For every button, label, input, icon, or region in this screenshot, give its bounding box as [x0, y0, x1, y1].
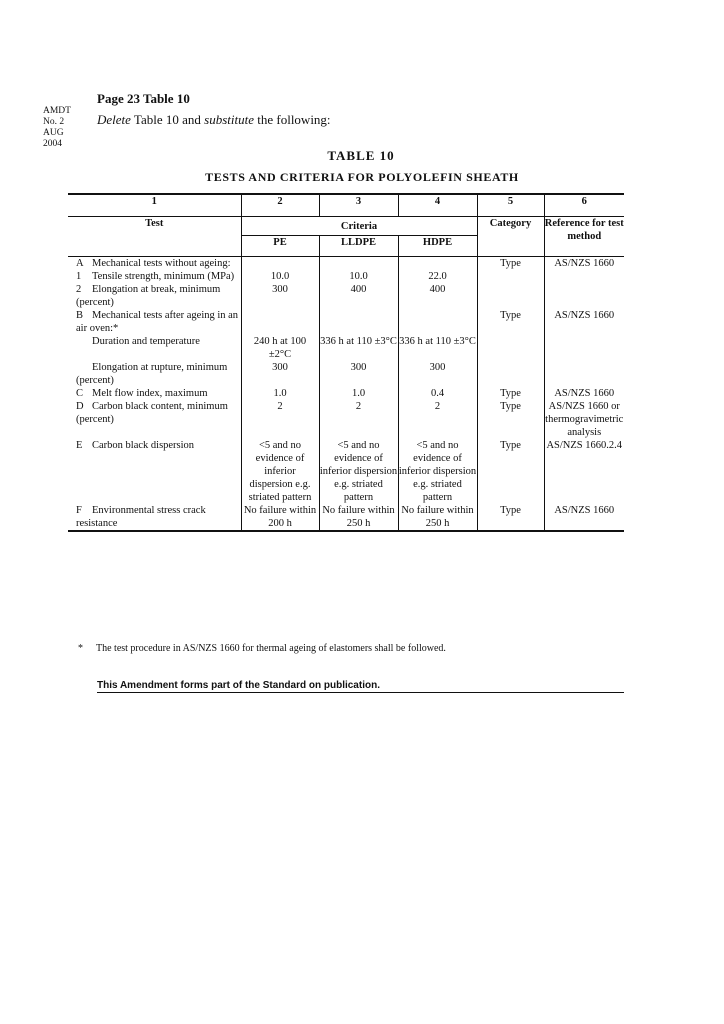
footnote — [78, 643, 446, 654]
table-row — [68, 270, 624, 283]
substitute-word: substitute — [204, 112, 254, 127]
reference-cell: AS/NZS 1660 or thermogravimetric analysis — [545, 401, 624, 438]
pe-cell: 240 h at 100 ±2°C — [241, 335, 319, 361]
row-letter: D — [76, 401, 84, 412]
reference-cell: AS/NZS 1660 — [544, 387, 624, 400]
lldpe-cell: No failure within 250 h — [319, 504, 398, 531]
category-cell — [477, 283, 544, 309]
criteria-header: Criteria — [241, 217, 477, 236]
test-label: Mechanical tests after ageing in an air oven:* — [76, 310, 239, 334]
footnote-marker: * — [78, 643, 83, 654]
column-number: 4 — [398, 194, 477, 217]
row-letter: A — [76, 258, 84, 269]
lldpe-cell: 10.0 — [319, 270, 398, 283]
reference-cell — [544, 335, 624, 361]
table-subtitle: TESTS AND CRITERIA FOR POLYOLEFIN SHEATH — [205, 170, 519, 184]
hdpe-cell — [398, 309, 477, 335]
table-row — [68, 504, 624, 531]
hdpe-cell: No failure within 250 h — [398, 504, 477, 531]
table-row — [68, 309, 624, 335]
reference-header: Reference for test method — [544, 217, 624, 257]
footnote-text: The test procedure in AS/NZS 1660 for thermal ageing of elastomers shall be followed. — [96, 643, 446, 654]
test-cell — [68, 335, 241, 361]
hdpe-header: HDPE — [398, 236, 477, 257]
category-cell: Type — [477, 504, 544, 531]
tests-criteria-table — [68, 193, 624, 532]
pe-cell: 1.0 — [241, 387, 319, 400]
table-row — [68, 335, 624, 361]
lldpe-cell: 400 — [319, 283, 398, 309]
pe-cell: <5 and no evidence of inferior dispersion e.g. striated pattern — [241, 439, 319, 504]
page-reference-heading: Page 23 Table 10 — [97, 91, 190, 106]
category-cell — [477, 335, 544, 361]
lldpe-cell: 2 — [319, 400, 398, 439]
test-cell — [68, 400, 241, 439]
hdpe-cell: 2 — [398, 400, 477, 439]
reference-cell — [544, 361, 624, 387]
row-letter: E — [76, 440, 83, 451]
lldpe-header: LLDPE — [319, 236, 398, 257]
reference-cell: AS/NZS 1660.2.4 — [544, 439, 624, 504]
test-label: Tensile strength, minimum (MPa) — [92, 271, 235, 282]
pe-cell: No failure within 200 h — [241, 504, 319, 531]
category-cell: Type — [477, 400, 544, 439]
row-letter: F — [76, 505, 82, 516]
lldpe-cell: 336 h at 110 ±3°C — [319, 335, 398, 361]
row-number: 2 — [76, 284, 82, 295]
test-cell — [68, 283, 241, 309]
row-number: 1 — [76, 271, 82, 282]
margin-note-line: AUG — [43, 128, 64, 138]
table-row — [68, 400, 624, 439]
pe-cell: 300 — [241, 361, 319, 387]
reference-cell: AS/NZS 1660 — [544, 309, 624, 335]
table-row — [68, 439, 624, 504]
table-row — [68, 361, 624, 387]
table-row — [68, 257, 624, 271]
hdpe-cell: 336 h at 110 ±3°C — [398, 335, 477, 361]
category-header: Category — [477, 217, 544, 257]
pe-cell — [241, 257, 319, 271]
hdpe-cell: 400 — [398, 283, 477, 309]
pe-cell: 10.0 — [241, 270, 319, 283]
margin-note-line: AMDT — [43, 106, 71, 116]
column-number-row — [68, 194, 624, 217]
test-cell — [68, 387, 241, 400]
pe-cell — [241, 309, 319, 335]
category-cell — [477, 361, 544, 387]
test-cell — [68, 504, 241, 531]
category-cell: Type — [477, 439, 544, 504]
hdpe-cell: <5 and no evidence of inferior dispersion e.g. striated pattern — [398, 440, 477, 503]
test-label: Elongation at rupture, minimum (percent) — [76, 362, 228, 386]
instruction-mid: Table 10 and — [130, 112, 205, 127]
row-letter: B — [76, 310, 84, 321]
lldpe-cell — [319, 309, 398, 335]
hdpe-cell: 0.4 — [398, 387, 477, 400]
amendment-note: This Amendment forms part of the Standard on publication. — [97, 680, 624, 693]
instruction-line — [97, 112, 331, 128]
lldpe-cell: 300 — [319, 361, 398, 387]
test-label: Duration and temperature — [92, 336, 200, 347]
header-row — [68, 217, 624, 236]
reference-cell — [544, 283, 624, 309]
category-cell: Type — [477, 387, 544, 400]
test-cell — [68, 361, 241, 387]
table-row — [68, 283, 624, 309]
test-label: Melt flow index, maximum — [92, 388, 208, 399]
test-cell — [68, 257, 241, 271]
column-number: 6 — [544, 194, 624, 217]
column-number: 5 — [477, 194, 544, 217]
category-cell: Type — [477, 257, 544, 271]
lldpe-cell: <5 and no evidence of inferior dispersion e.g. striated pattern — [319, 440, 398, 503]
pe-cell: 2 — [241, 400, 319, 439]
column-number: 1 — [68, 194, 241, 217]
category-cell — [477, 270, 544, 283]
test-label: Environmental stress crack resistance — [76, 505, 206, 529]
table-row — [68, 387, 624, 400]
column-number: 2 — [241, 194, 319, 217]
reference-cell — [544, 270, 624, 283]
table-title: TABLE 10 — [327, 148, 395, 163]
hdpe-cell: 300 — [398, 361, 477, 387]
test-cell — [68, 309, 241, 335]
test-header: Test — [68, 217, 241, 257]
delete-word: Delete — [97, 112, 131, 127]
reference-cell: AS/NZS 1660 — [544, 257, 624, 271]
hdpe-cell — [398, 257, 477, 271]
instruction-end: the following: — [254, 112, 331, 127]
reference-cell: AS/NZS 1660 — [544, 504, 624, 531]
test-label: Mechanical tests without ageing: — [92, 258, 231, 269]
amendment-margin-note — [43, 106, 71, 150]
lldpe-cell — [319, 257, 398, 271]
hdpe-cell: 22.0 — [398, 270, 477, 283]
pe-header: PE — [241, 236, 319, 257]
test-label: Carbon black dispersion — [92, 440, 195, 451]
pe-cell: 300 — [241, 283, 319, 309]
margin-note-line: 2004 — [43, 139, 62, 149]
column-number: 3 — [319, 194, 398, 217]
test-label: Elongation at break, minimum (percent) — [76, 284, 221, 308]
category-cell: Type — [477, 309, 544, 335]
lldpe-cell: 1.0 — [319, 387, 398, 400]
margin-note-line: No. 2 — [43, 117, 65, 127]
row-letter: C — [76, 388, 84, 399]
test-label: Carbon black content, minimum (percent) — [76, 401, 228, 425]
test-cell — [68, 270, 241, 283]
test-cell — [68, 439, 241, 504]
